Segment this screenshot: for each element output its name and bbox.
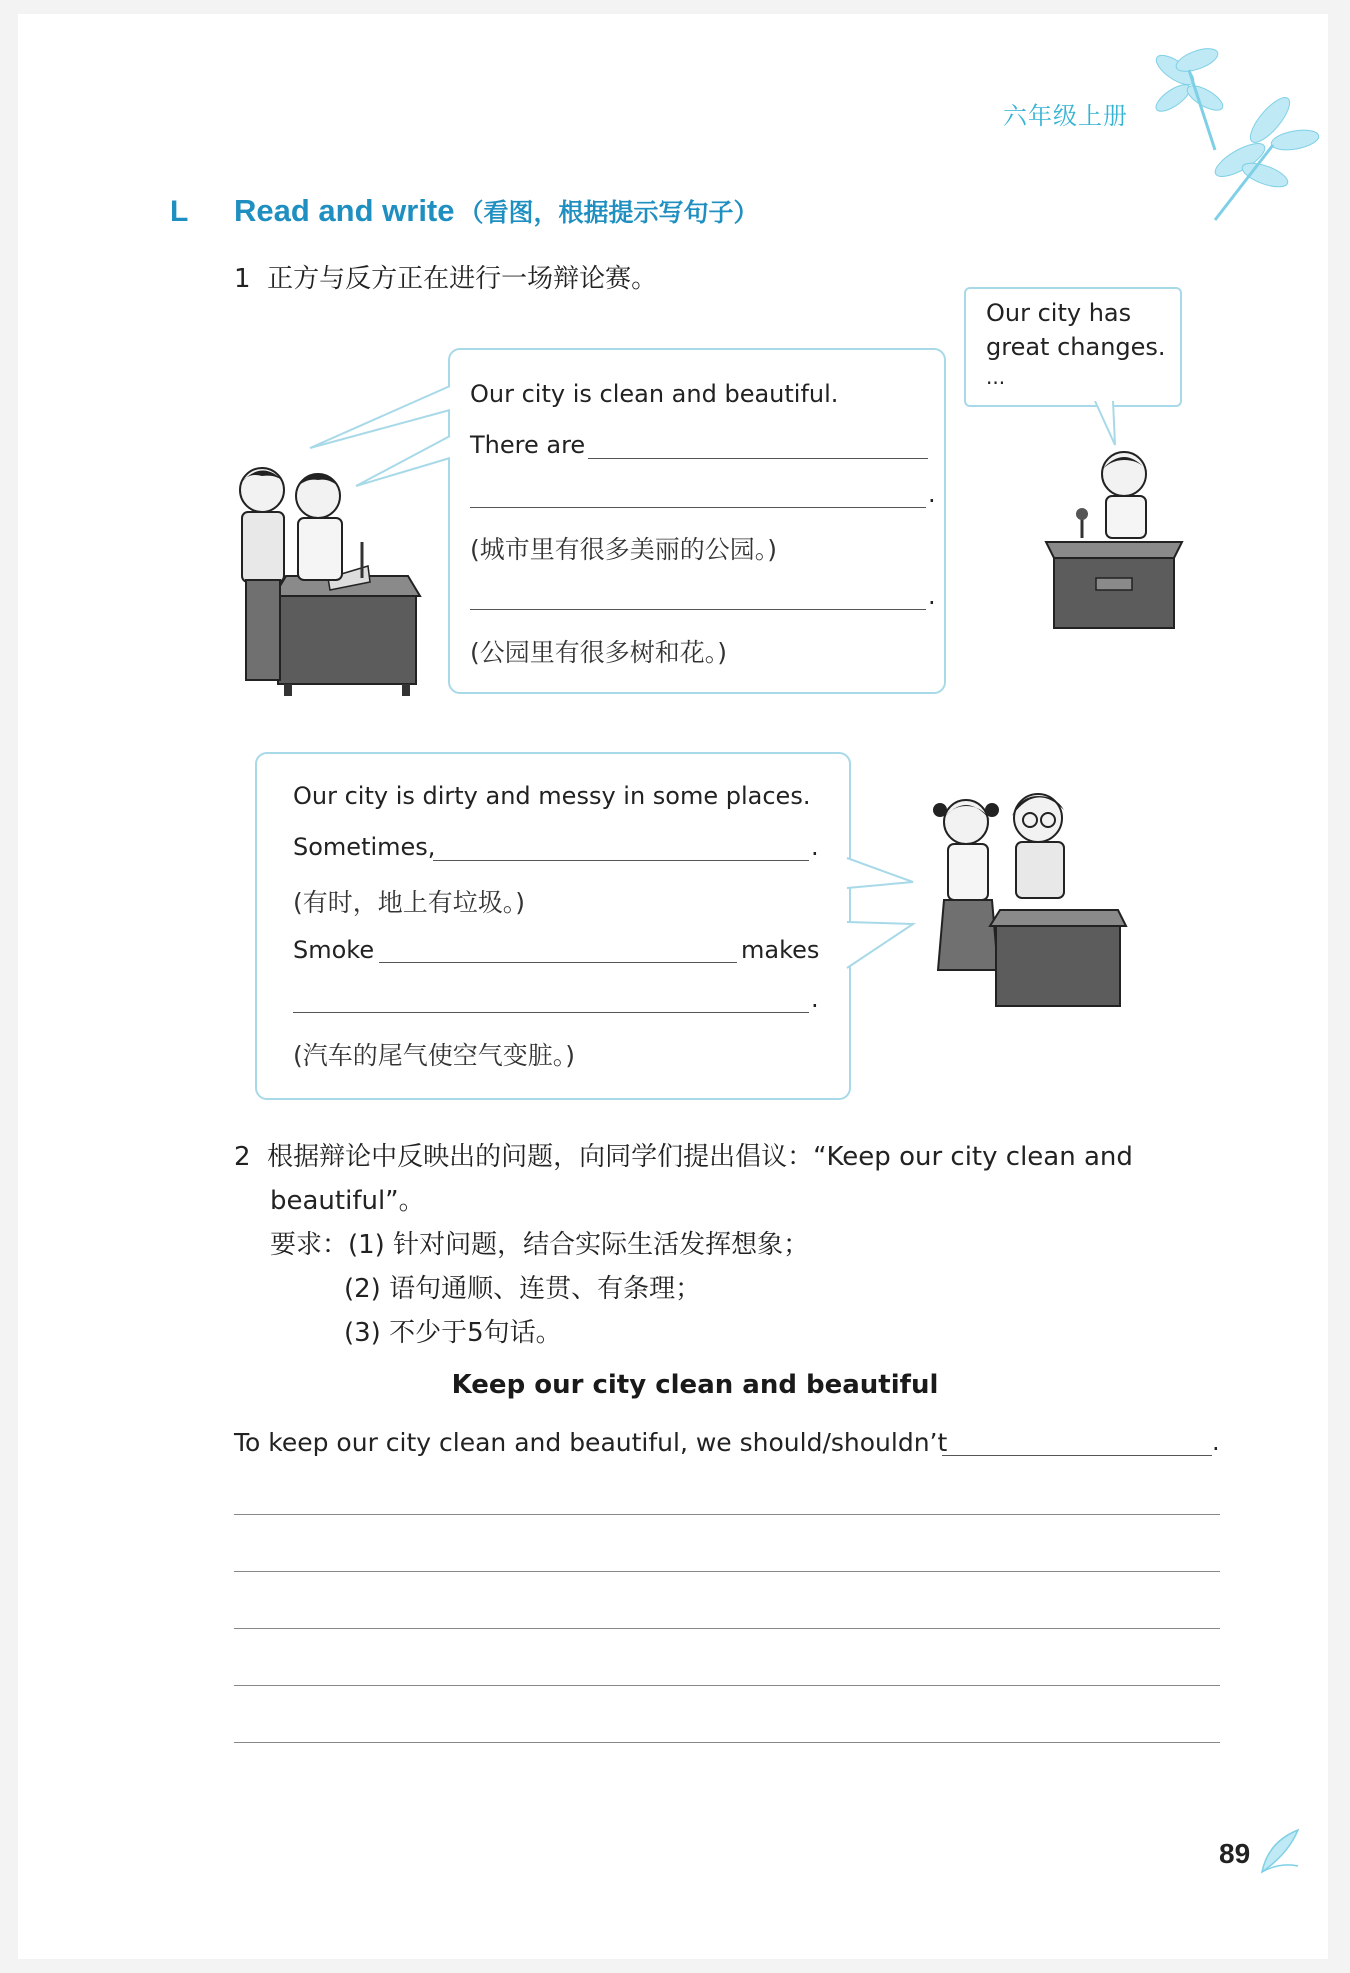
period-mark: . — [811, 985, 819, 1013]
part2-prompt-line2: beautiful”。 — [270, 1186, 425, 1216]
bubble-b-makes: makes — [741, 936, 820, 964]
bubble-right-line2: great changes. — [986, 333, 1166, 361]
bubble-right-line1: Our city has — [986, 299, 1132, 327]
requirement-2: (2) 语句通顺、连贯、有条理； — [344, 1274, 702, 1304]
bubble-b-tails — [845, 852, 917, 978]
page-number: 89 — [1219, 1838, 1251, 1869]
bubble-right-ellipsis: ... — [986, 365, 1006, 389]
bubble-a-line1: Our city is clean and beautiful. — [470, 380, 839, 408]
bubble-b-line1: Our city is dirty and messy in some places. — [293, 782, 811, 810]
part2-prompt-line1 — [234, 1136, 1133, 1173]
answer-blank[interactable] — [470, 507, 926, 508]
section-title — [234, 193, 759, 229]
bubble-b-sometimes: Sometimes, — [293, 833, 436, 861]
bubble-a-hint2: (公园里有很多树和花。) — [470, 638, 728, 667]
answer-blank[interactable] — [470, 609, 926, 610]
writing-line[interactable] — [234, 1514, 1220, 1515]
bubble-b-hint2: (汽车的尾气使空气变脏。) — [293, 1041, 576, 1070]
bubble-right-tail — [1085, 401, 1125, 451]
period-mark: . — [928, 480, 936, 508]
writing-line[interactable] — [234, 1571, 1220, 1572]
dragonfly-decoration-icon — [1145, 40, 1320, 230]
part2-number: 2 — [234, 1142, 251, 1172]
speech-bubble-con — [255, 752, 851, 1100]
answer-blank[interactable] — [433, 860, 809, 861]
period-mark: . — [1212, 1428, 1220, 1456]
part2-prompt-text: 根据辩论中反映出的问题，向同学们提出倡议：“Keep our city clean and — [267, 1142, 1133, 1172]
debaters-illustration-con — [926, 786, 1130, 1032]
bubble-a-there-are: There are — [470, 431, 586, 459]
leaf-decoration-icon — [1258, 1828, 1302, 1874]
part1-number: 1 — [234, 264, 251, 294]
bubble-a-hint1: (城市里有很多美丽的公园。) — [470, 535, 778, 564]
speech-bubble-right — [964, 287, 1182, 407]
answer-blank[interactable] — [293, 1012, 809, 1013]
essay-title: Keep our city clean and beautiful — [451, 1370, 939, 1400]
writing-line[interactable] — [234, 1742, 1220, 1743]
grade-label: 六年级上册 — [1003, 102, 1128, 130]
section-title-en: Read and write — [234, 193, 455, 228]
answer-blank[interactable] — [379, 962, 737, 963]
part1-prompt-text: 正方与反方正在进行一场辩论赛。 — [267, 264, 658, 294]
debater-illustration-right — [1040, 446, 1186, 632]
answer-blank[interactable] — [588, 458, 928, 459]
bubble-b-smoke: Smoke — [293, 936, 375, 964]
essay-starter: To keep our city clean and beautiful, we should/shouldn’t — [234, 1428, 948, 1457]
writing-line[interactable] — [234, 1685, 1220, 1686]
speech-bubble-pro — [448, 348, 946, 694]
section-letter: L — [170, 195, 189, 228]
period-mark: . — [928, 582, 936, 610]
section-subtitle: （看图，根据提示写句子） — [458, 199, 759, 227]
requirement-3: (3) 不少于5句话。 — [344, 1318, 562, 1348]
essay-starter-blank[interactable] — [942, 1455, 1212, 1456]
bubble-b-hint1: (有时，地上有垃圾。) — [293, 888, 526, 917]
writing-line[interactable] — [234, 1628, 1220, 1629]
requirement-1: 要求：(1) 针对问题，结合实际生活发挥想象； — [270, 1230, 810, 1260]
debaters-illustration-left — [222, 460, 424, 706]
part1-prompt — [234, 258, 657, 295]
period-mark: . — [811, 833, 819, 861]
